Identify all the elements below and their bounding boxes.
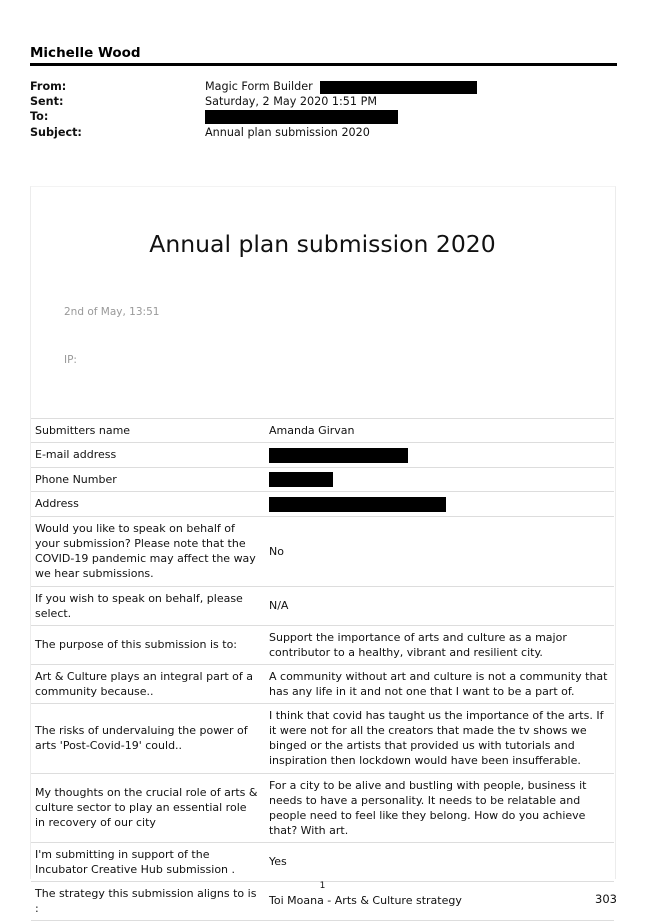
form-title: Annual plan submission 2020: [149, 230, 496, 258]
field-answer: I think that covid has taught us the importance of the arts. If it were not for all the creators that made the tv shows we binged or the artists that provided us with tutorials and inspiration then lockdown would have been insufferable.: [263, 703, 614, 773]
redaction-bar: [269, 472, 333, 487]
submission-table: [31, 418, 614, 921]
field-answer: Yes: [263, 842, 614, 881]
redaction-bar: [320, 81, 477, 94]
redaction-bar: [269, 448, 408, 463]
field-question: E-mail address: [31, 443, 263, 468]
ip-label: IP:: [64, 354, 77, 366]
field-question: If you wish to speak on behalf, please select.: [31, 586, 263, 625]
document-number: 303: [595, 892, 617, 906]
to-value: [205, 110, 398, 124]
field-answer: A community without art and culture is not a community that has any life in it and not one that I want to be a part of.: [263, 664, 614, 703]
to-label: To:: [30, 110, 49, 124]
field-answer: Toi Moana - Arts & Culture strategy: [263, 881, 614, 920]
field-question: Phone Number: [31, 467, 263, 492]
table-row: [31, 516, 614, 586]
field-answer: N/A: [263, 586, 614, 625]
to-row: [30, 110, 617, 125]
table-row: [31, 842, 614, 881]
table-row: [31, 467, 614, 492]
submission-date: 2nd of May, 13:51: [64, 306, 160, 318]
table-row: [31, 664, 614, 703]
subject-value: Annual plan submission 2020: [205, 125, 370, 139]
field-answer: [263, 492, 614, 517]
table-row: [31, 703, 614, 773]
field-answer: [263, 443, 614, 468]
email-header: [30, 80, 617, 141]
field-question: My thoughts on the crucial role of arts & culture sector to play an essential role in recovery of our city: [31, 773, 263, 842]
table-row: [31, 625, 614, 664]
field-question: Address: [31, 492, 263, 517]
table-row: [31, 492, 614, 517]
subject-label: Subject:: [30, 125, 82, 139]
sender-name: Michelle Wood: [30, 45, 141, 61]
field-answer: Amanda Girvan: [263, 419, 614, 443]
from-label: From:: [30, 80, 67, 93]
field-answer: No: [263, 516, 614, 586]
table-row: [31, 773, 614, 842]
field-question: The risks of undervaluing the power of arts 'Post-Covid-19' could..: [31, 703, 263, 773]
field-answer: For a city to be alive and bustling with people, business it needs to have a personality. It needs to be relatable and people need to feel like they belong. How do you achieve that? With art.: [263, 773, 614, 842]
field-question: Would you like to speak on behalf of your submission? Please note that the COVID-19 pandemic may affect the way we hear submissions.: [31, 516, 263, 586]
from-row: [30, 80, 617, 95]
table-row: [31, 443, 614, 468]
redaction-bar: [205, 110, 398, 124]
sent-row: [30, 95, 617, 110]
field-question: Art & Culture plays an integral part of a community because..: [31, 664, 263, 703]
field-question: The strategy this submission aligns to is :: [31, 881, 263, 920]
field-answer: [263, 467, 614, 492]
field-question: I'm submitting in support of the Incubator Creative Hub submission .: [31, 842, 263, 881]
header-divider: [30, 63, 617, 66]
sent-label: Sent:: [30, 95, 64, 109]
table-row: [31, 419, 614, 443]
page-number: 1: [319, 881, 326, 891]
sent-value: Saturday, 2 May 2020 1:51 PM: [205, 95, 377, 109]
field-question: The purpose of this submission is to:: [31, 625, 263, 664]
redaction-bar: [269, 497, 446, 512]
field-question: Submitters name: [31, 419, 263, 443]
from-value: [205, 80, 477, 94]
subject-row: [30, 126, 617, 141]
from-sender: Magic Form Builder: [205, 80, 313, 93]
field-answer: Support the importance of arts and culture as a major contributor to a healthy, vibrant and resilient city.: [263, 625, 614, 664]
table-row: [31, 586, 614, 625]
